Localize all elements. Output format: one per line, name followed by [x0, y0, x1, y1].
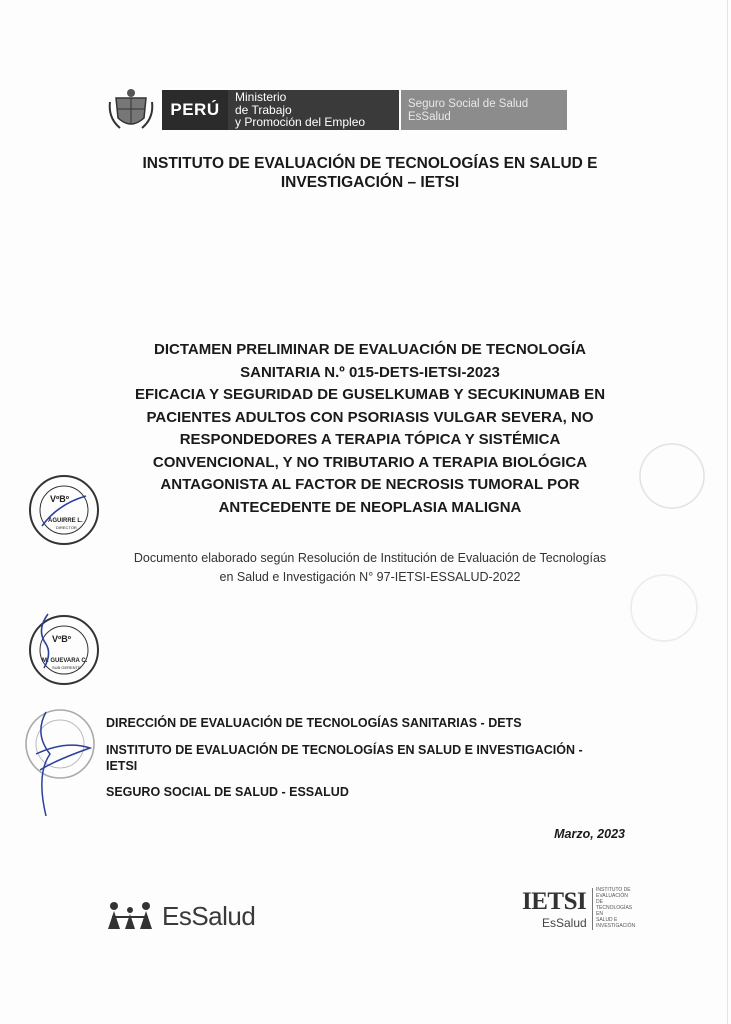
approval-stamp-2 [26, 610, 102, 686]
essalud-header-logo: Seguro Social de Salud EsSalud [401, 90, 567, 130]
approval-stamp-3 [16, 704, 102, 824]
directorate-ietsi: INSTITUTO DE EVALUACIÓN DE TECNOLOGÍAS EN SALUD E INVESTIGACIÓN - IETSI [106, 743, 583, 773]
ietsi-logo-big: IETSI [522, 888, 587, 915]
ietsi-logo-description: INSTITUTO DE EVALUACIÓN DE TECNOLOGÍAS EN SALUD E INVESTIGACIÓN [596, 887, 636, 929]
stamp1-name: AGUIRRE L. [48, 518, 83, 524]
peru-logo: PERÚ [162, 90, 228, 130]
ministry-logo: Ministerio de Trabajo y Promoción del Empleo [228, 90, 399, 130]
essalud-footer-logo [106, 898, 255, 934]
ietsi-logo-divider [592, 888, 593, 930]
document-date: Marzo, 2023 [554, 827, 625, 841]
stamp1-role: DIRECTOR [56, 525, 77, 530]
institute-title: INSTITUTO DE EVALUACIÓN DE TECNOLOGÍAS EN SALUD E INVESTIGACIÓN – IETSI [142, 155, 598, 191]
resolution-note: Documento elaborado según Resolución de Institución de Evaluación de Tecnologías en Salud e Investigación N° 97-IETSI-ESSALUD-2022 [133, 551, 607, 584]
stamp2-vb: VºBº [52, 634, 72, 644]
stamp2-role: SUB GERENTE [52, 665, 81, 670]
page-edge-line [727, 0, 728, 1024]
peru-coat-of-arms-icon [108, 88, 154, 132]
signature-3 [36, 712, 90, 816]
essalud-logo-text: EsSalud [162, 900, 256, 931]
directorate-essalud: SEGURO SOCIAL DE SALUD - ESSALUD [106, 785, 349, 799]
dictamen-title: DICTAMEN PRELIMINAR DE EVALUACIÓN DE TECNOLOGÍA SANITARIA N.º 015-DETS-IETSI-2023 EFICACIA Y SEGURIDAD DE GUSELKUMAB Y SECUKINUMAB EN PACIENTES ADULTOS CON PSORIASIS VULGAR SEVERA, NO RESPONDEDORES A TERAPIA TÓPICA Y SISTÉMICA CONVENCIONAL, Y NO TRIBUTARIO A TERAPIA BIOLÓGICA ANTAGONISTA AL FACTOR DE NECROSIS TUMORAL POR ANTECEDENTE DE NEOPLASIA MALIGNA [134, 341, 606, 516]
family-figures-icon [106, 901, 158, 931]
faint-stamp-right-2 [626, 570, 702, 646]
faint-stamp-right-1 [636, 440, 708, 512]
directorate-dets: DIRECCIÓN DE EVALUACIÓN DE TECNOLOGÍAS SANITARIAS - DETS [106, 716, 522, 730]
ietsi-logo-small: EsSalud [542, 916, 587, 930]
ietsi-footer-logo [522, 886, 636, 934]
approval-stamp-1 [28, 474, 100, 546]
stamp1-vb: VºBº [50, 494, 70, 504]
stamp2-name: M. GUEVARA C. [42, 658, 88, 664]
